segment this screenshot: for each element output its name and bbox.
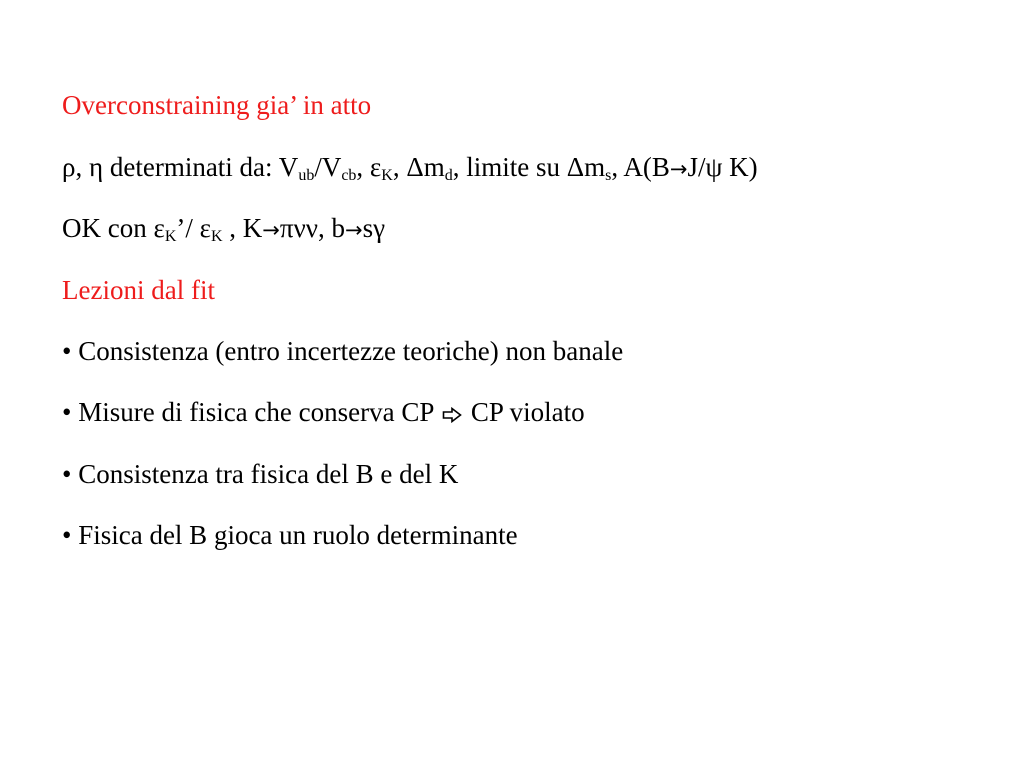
bullet-fisica-b: • Fisica del B gioca un ruolo determinante: [62, 520, 518, 550]
epsilon-symbol: ε: [153, 213, 165, 243]
epsilon-symbol: ε: [369, 152, 382, 182]
bullet-consistenza: • Consistenza (entro incertezze teoriche) non banale: [62, 336, 624, 366]
parameters-line: ρ, η determinati da: $V_{ub}/V_{cb}$, $\varepsilon_K$, $\Delta m_d$, limite su $\Delta m_s$, A(B→J/ψ K): [62, 152, 758, 184]
right-arrow-icon: →: [669, 157, 688, 181]
bullet-misure: • Misure di fisica che conserva CP CP violato: [62, 397, 585, 427]
heading-overconstraining: Overconstraining gia’ in atto: [62, 90, 372, 120]
epsilon-symbol: ε: [199, 213, 211, 243]
bullet-consistenza-b-k: • Consistenza tra fisica del B e del K: [62, 459, 459, 489]
gamma-symbol: γ: [373, 213, 386, 243]
psi-symbol: ψ: [705, 152, 723, 182]
ok-con-line: OK con $\varepsilon_K’/$ $\varepsilon_K$ , K→πνν, b→sγ: [62, 213, 386, 245]
eta-symbol: η: [88, 152, 104, 182]
heading-lezioni: Lezioni dal fit: [62, 275, 215, 305]
delta-symbol: Δ: [406, 152, 424, 182]
right-arrow-icon: →: [344, 218, 363, 242]
delta-symbol: Δ: [566, 152, 585, 182]
right-arrow-icon: →: [262, 218, 280, 242]
rho-symbol: ρ: [62, 152, 76, 182]
hollow-right-arrow-icon: [442, 407, 462, 423]
